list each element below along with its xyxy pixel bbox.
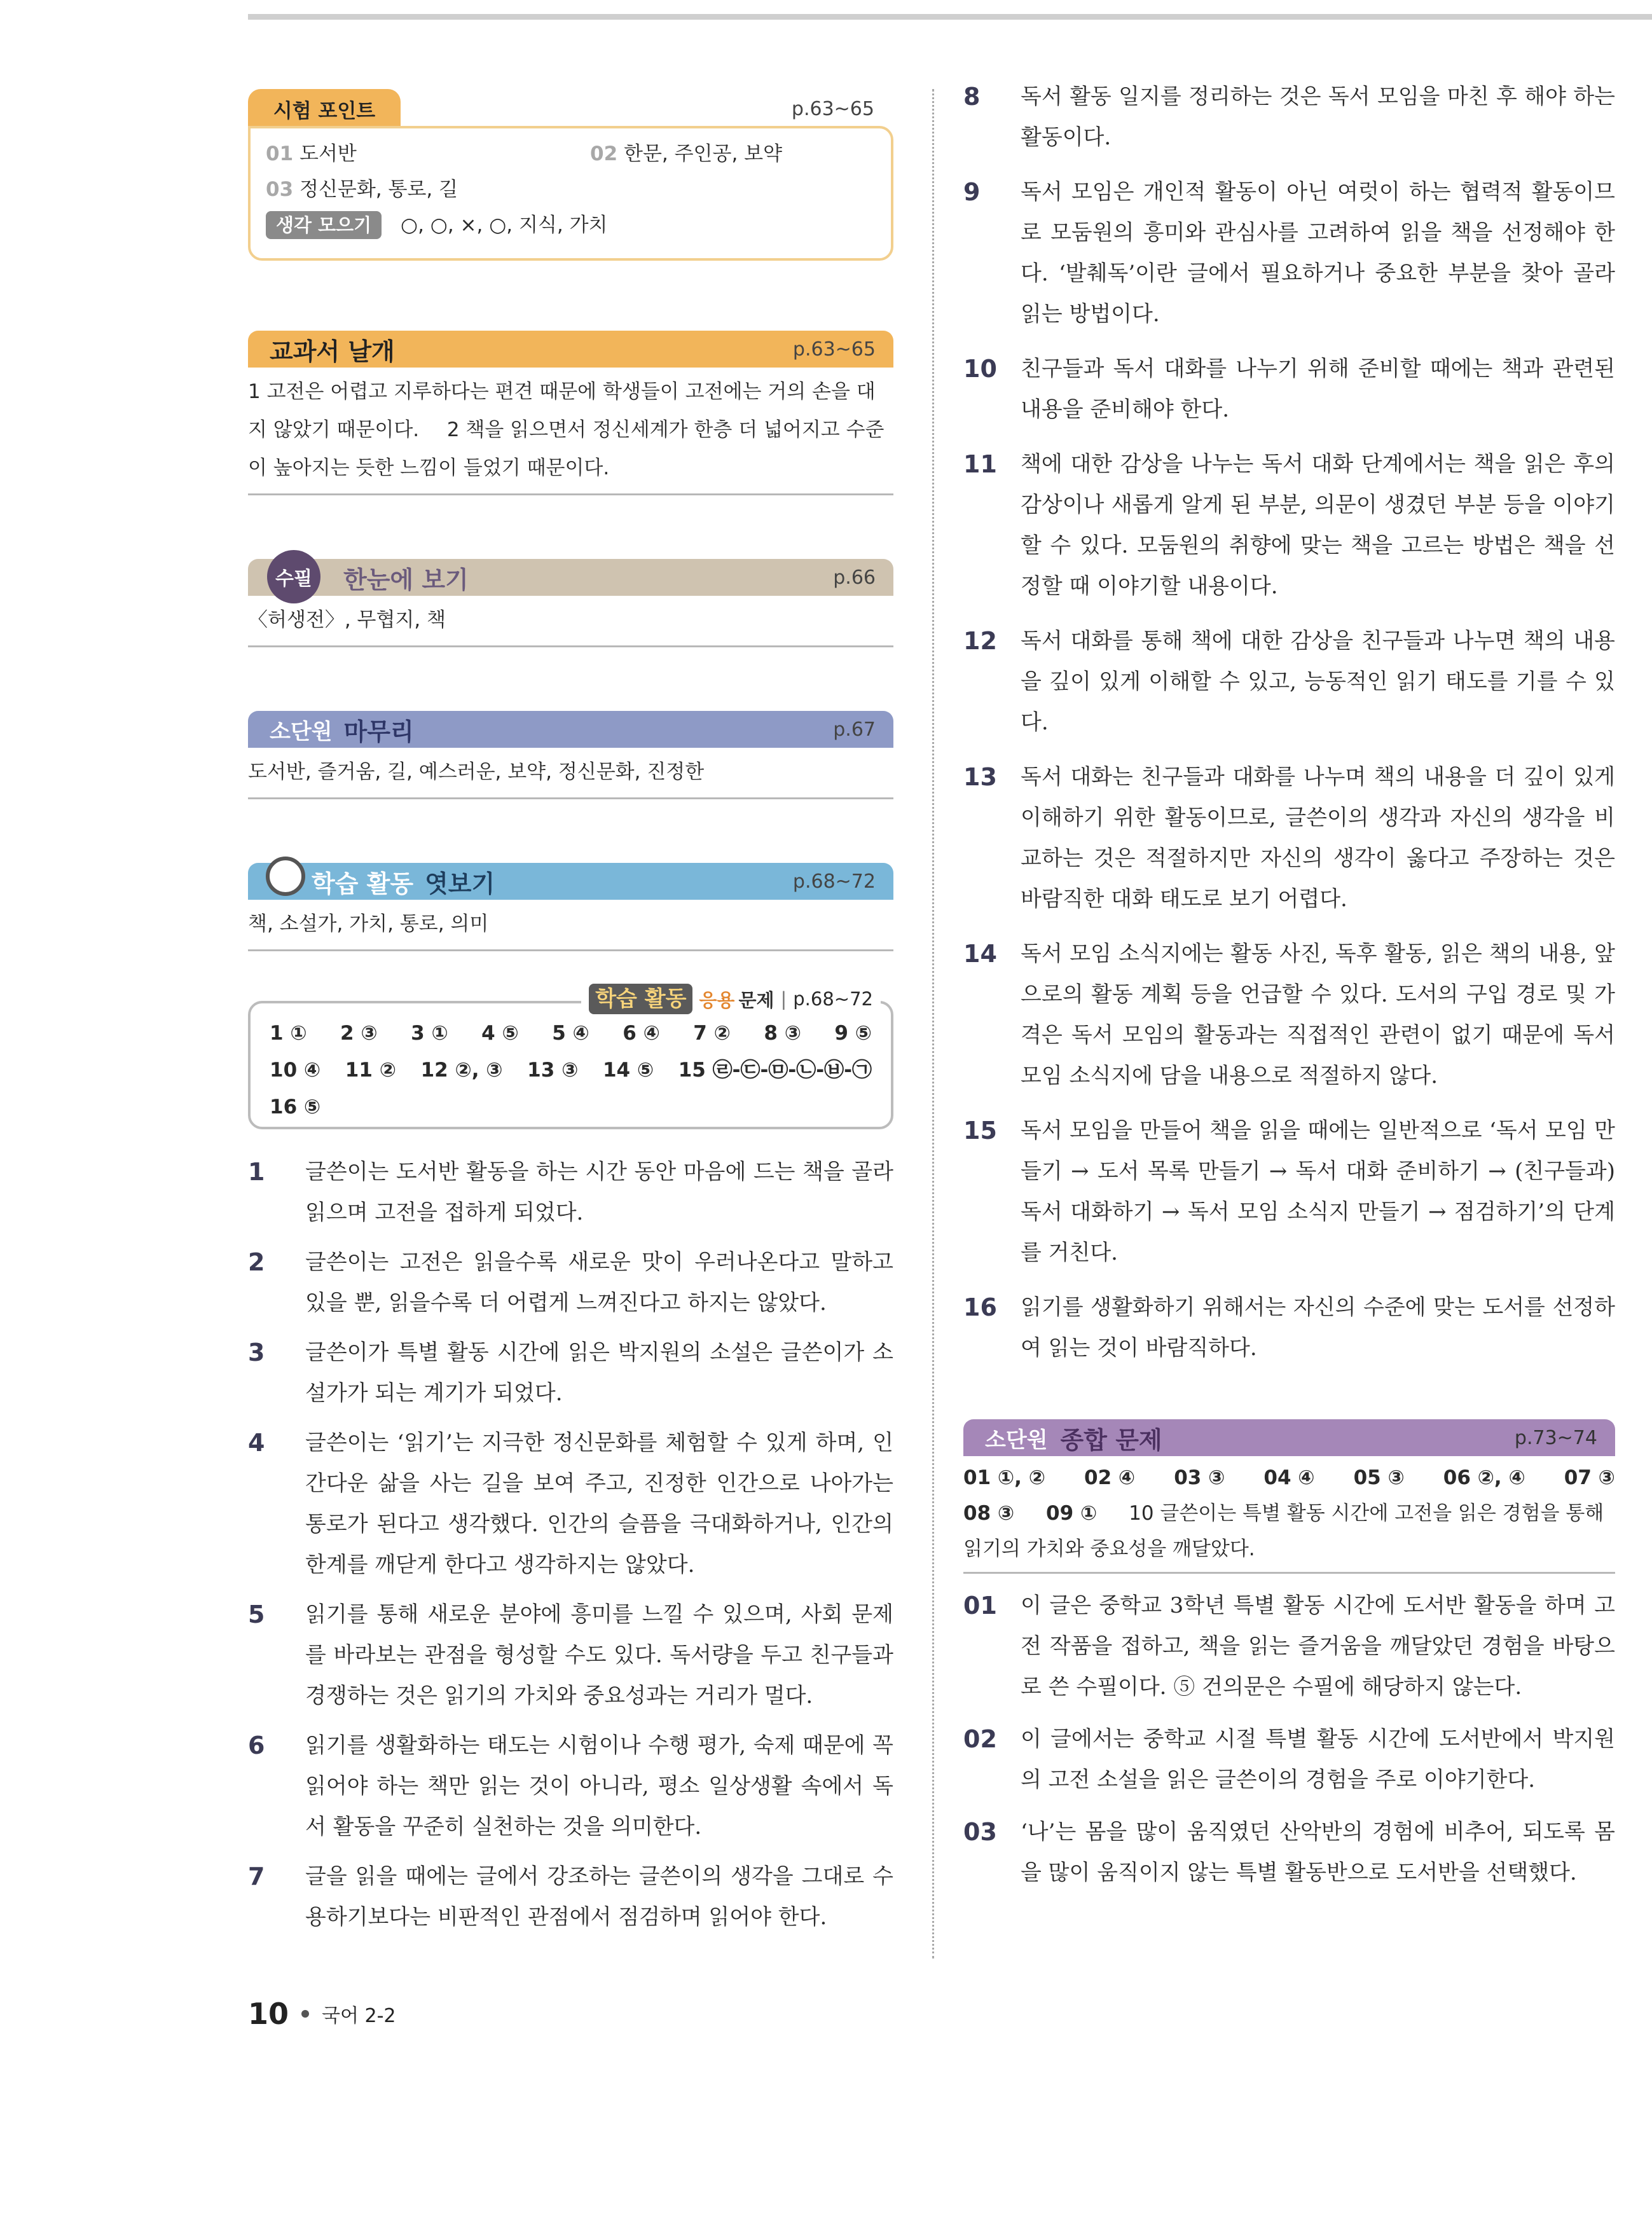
explanation-item: 8 독서 활동 일지를 정리하는 것은 독서 모임을 마친 후 해야 하는 활동이다. [963, 83, 1615, 150]
right-column [963, 76, 1615, 1893]
explanation-item: 12 독서 대화를 통해 책에 대한 감상을 친구들과 나누면 책의 내용을 깊이 있게 이해할 수 있고, 능동적인 읽기 태도를 기를 수 있다. [963, 627, 1615, 735]
activity-answers-page: p.68~72 [793, 988, 873, 1010]
unit-summary-header [963, 1419, 1615, 1456]
activity-answers-tab: 학습 활동 응용 문제 | p.68~72 [581, 982, 881, 1016]
essay-glance-title: 한눈에 보기 [343, 565, 469, 594]
activity-peek-section [248, 863, 893, 951]
top-rule [248, 14, 1652, 20]
activity-peek-page: p.68~72 [792, 870, 876, 893]
summary-explanation-item: 02 이 글에서는 중학교 시절 특별 활동 시간에 도서반에서 박지원의 고전 소설을 읽은 글쓴이의 경험을 주로 이야기한다. [963, 1725, 1615, 1793]
essay-glance-page: p.66 [833, 566, 876, 589]
explanation-item: 15 독서 모임을 만들어 책을 읽을 때에는 일반적으로 ‘독서 모임 만들기 → 도서 목록 만들기 → 독서 대화 준비하기 → (친구들과) 독서 대화하기 → 독서 모임 소식지 만들기 → 점검하기’의 단계를 거친다. [963, 1117, 1615, 1265]
page-footer [248, 1997, 396, 2031]
explanation-item: 13 독서 대화는 친구들과 대화를 나누며 책의 내용을 더 깊이 있게 이해하기 위한 활동이므로, 글쓴이의 생각과 자신의 생각을 비교하는 것은 적절하지만 자신의 생각이 옳다고 주장하는 것은 바람직한 대화 태도로 보기 어렵다. [963, 763, 1615, 912]
essay-glance-section [248, 559, 893, 647]
explanation-item: 11 책에 대한 감상을 나누는 독서 대화 단계에서는 책을 읽은 후의 감상이나 새롭게 알게 된 부분, 의문이 생겼던 부분 등을 이야기할 수 있다. 모둠원의 취향에 맞는 책을 고르는 방법은 책을 선정할 때 이야기할 내용이다. [963, 450, 1615, 599]
explanation-item: 10 친구들과 독서 대화를 나누기 위해 준비할 때에는 책과 관련된 내용을 준비해야 한다. [963, 355, 1615, 422]
activity-answers-problem: 문제 [738, 989, 774, 1011]
explanation-item: 1 글쓴이는 도서반 활동을 하는 시간 동안 마음에 드는 책을 골라 읽으며 고전을 접하게 되었다. [248, 1158, 893, 1225]
unit-summary-title-b: 종합 문제 [1060, 1425, 1162, 1454]
essay-glance-body: 〈허생전〉, 무협지, 책 [248, 596, 893, 647]
column-divider [932, 89, 934, 1958]
summary-q10: 10 글쓴이는 특별 활동 시간에 고전을 읽은 경험을 통해 읽기의 가치와 중요성을 깨달았다. [963, 1502, 1604, 1560]
summary-explanation-item: 01 이 글은 중학교 3학년 특별 활동 시간에 도서반 활동을 하며 고전 작품을 접하고, 책을 읽는 즐거움을 깨달았던 경험을 바탕으로 쓴 수필이다. ⑤ 건의문은 수필에 해당하지 않는다. [963, 1592, 1615, 1700]
summary-row-1: 01 ①, ② 02 ④ 03 ③ 04 ④ 05 ③ 06 ②, ④ 07 ③ [963, 1466, 1615, 1489]
unit-summary-page: p.73~74 [1514, 1426, 1597, 1449]
explanations-left [248, 1152, 893, 1937]
explanation-item: 2 글쓴이는 고전은 읽을수록 새로운 맛이 우러나온다고 말하고 있을 뿐, 읽을수록 더 어렵게 느껴진다고 하지는 않았다. [248, 1248, 893, 1316]
activity-answers-grid [248, 1001, 893, 1129]
explanations-right [963, 76, 1615, 1368]
exam-point-title: 시험 포인트 [248, 89, 401, 128]
explanation-item: 6 읽기를 생활화하는 태도는 시험이나 수행 평가, 숙제 때문에 꼭 읽어야 하는 책만 읽는 것이 아니라, 평소 일상생활 속에서 독서 활동을 꾸준히 실천하는 것을 의미한다. [248, 1731, 893, 1840]
magnifier-icon [266, 857, 305, 896]
unit-summary-answers [963, 1456, 1615, 1574]
unit-wrap-body: 도서반, 즐거움, 길, 예스러운, 보약, 정신문화, 진정한 [248, 748, 893, 799]
textbook-wing-header [248, 331, 893, 368]
exam-point-page: p.63~65 [791, 98, 874, 120]
book-title: 국어 2-2 [322, 2005, 396, 2027]
explanation-item: 9 독서 모임은 개인적 활동이 아닌 여럿이 하는 협력적 활동이므로 모둠원의 흥미와 관심사를 고려하여 읽을 책을 선정해야 한다. ‘발췌독’이란 글에서 필요하거나 중요한 부분을 찾아 골라 읽는 방법이다. [963, 178, 1615, 327]
explanation-item: 4 글쓴이는 ‘읽기’는 지극한 정신문화를 체험할 수 있게 하며, 인간다운 삶을 사는 길을 보여 주고, 진정한 인간으로 나아가는 통로가 된다고 생각했다. 인간의 슬픔을 극대화하거나, 인간의 한계를 깨닫게 한다고 생각하지는 않았다. [248, 1429, 893, 1578]
unit-wrap-title-b: 마무리 [343, 717, 414, 746]
gak-text: ○, ○, ×, ○, 지식, 가치 [401, 214, 608, 237]
exam-row-2: 03 정신문화, 통로, 길 [266, 178, 458, 201]
exam-point-content [248, 126, 893, 261]
unit-wrap-title-a: 소단원 [270, 719, 333, 745]
exam-row-3 [266, 207, 876, 243]
exam-row-1 [266, 136, 876, 172]
answers-row-2: 10 ④ 11 ② 12 ②, ③ 13 ③ 14 ⑤ 15 ㉣-㉢-㉤-㉡-㉥-㉠ [270, 1059, 872, 1082]
unit-summary-section [963, 1419, 1615, 1893]
summary-explanations [963, 1585, 1615, 1893]
textbook-wing-text-2: 2 책을 읽으면서 정신세계가 한층 더 넓어지고 수준이 높아지는 듯한 느낌이 들었기 때문이다. [248, 418, 885, 479]
answers-row-3: 16 ⑤ [270, 1096, 321, 1118]
summary-explanation-item: 03 ‘나’는 몸을 많이 움직였던 산악반의 경험에 비추어, 되도록 몸을 많이 움직이지 않는 특별 활동반으로 도서반을 선택했다. [963, 1818, 1615, 1885]
essay-glance-header [248, 559, 893, 596]
answers-row-1: 1 ① 2 ③ 3 ① 4 ⑤ 5 ④ 6 ④ 7 ② 8 ③ 9 ⑤ [270, 1022, 872, 1045]
activity-answers-apply: 응용 [699, 989, 735, 1011]
activity-answers-head: 학습 활동 [589, 984, 692, 1014]
exam-point-box [248, 89, 893, 270]
left-column [248, 89, 893, 1937]
activity-answers-box [248, 982, 893, 1138]
textbook-wing-body [248, 368, 893, 495]
exam-item: 02 한문, 주인공, 보약 [590, 142, 783, 165]
textbook-wing-section [248, 331, 893, 495]
bullet-dot-icon [301, 2010, 309, 2018]
unit-summary-title-a: 소단원 [985, 1427, 1048, 1453]
unit-wrap-header [248, 711, 893, 748]
gak-label: 생각 모으기 [266, 211, 382, 239]
activity-peek-title-a: 학습 활동 [312, 869, 414, 898]
essay-badge: 수필 [267, 550, 320, 603]
textbook-wing-title: 교과서 날개 [270, 336, 395, 366]
explanation-item: 5 읽기를 통해 새로운 분야에 흥미를 느낄 수 있으며, 사회 문제를 바라보는 관점을 형성할 수도 있다. 독서량을 두고 친구들과 경쟁하는 것은 읽기의 가치와 중요성과는 거리가 멀다. [248, 1600, 893, 1709]
explanation-item: 3 글쓴이가 특별 활동 시간에 읽은 박지원의 소설은 글쓴이가 소설가가 되는 계기가 되었다. [248, 1339, 893, 1406]
activity-peek-body: 책, 소설가, 가치, 통로, 의미 [248, 900, 893, 951]
activity-peek-header [248, 863, 893, 900]
explanation-item: 14 독서 모임 소식지에는 활동 사진, 독후 활동, 읽은 책의 내용, 앞으로의 활동 계획 등을 언급할 수 있다. 도서의 구입 경로 및 가격은 독서 모임의 활동과는 직접적인 관련이 없기 때문에 독서 모임 소식지에 담을 내용으로 적절하지 않다. [963, 940, 1615, 1089]
exam-item: 01 도서반 [266, 142, 357, 165]
textbook-wing-text-1: 1 고전은 어렵고 지루하다는 편견 때문에 학생들이 고전에는 거의 손을 대지 않았기 때문이다. [248, 380, 876, 441]
summary-row-2: 08 ③ 09 ① 10 글쓴이는 특별 활동 시간에 고전을 읽은 경험을 통해 읽기의 가치와 중요성을 깨달았다. [963, 1502, 1604, 1560]
explanation-item: 16 읽기를 생활화하기 위해서는 자신의 수준에 맞는 도서를 선정하여 읽는 것이 바람직하다. [963, 1293, 1615, 1361]
page-number: 10 [248, 1997, 289, 2031]
unit-wrap-section [248, 711, 893, 799]
activity-peek-title-b: 엿보기 [425, 869, 495, 898]
textbook-wing-page: p.63~65 [792, 338, 876, 361]
unit-wrap-page: p.67 [833, 718, 876, 741]
explanation-item: 7 글을 읽을 때에는 글에서 강조하는 글쓴이의 생각을 그대로 수용하기보다는 비판적인 관점에서 점검하며 읽어야 한다. [248, 1862, 893, 1930]
